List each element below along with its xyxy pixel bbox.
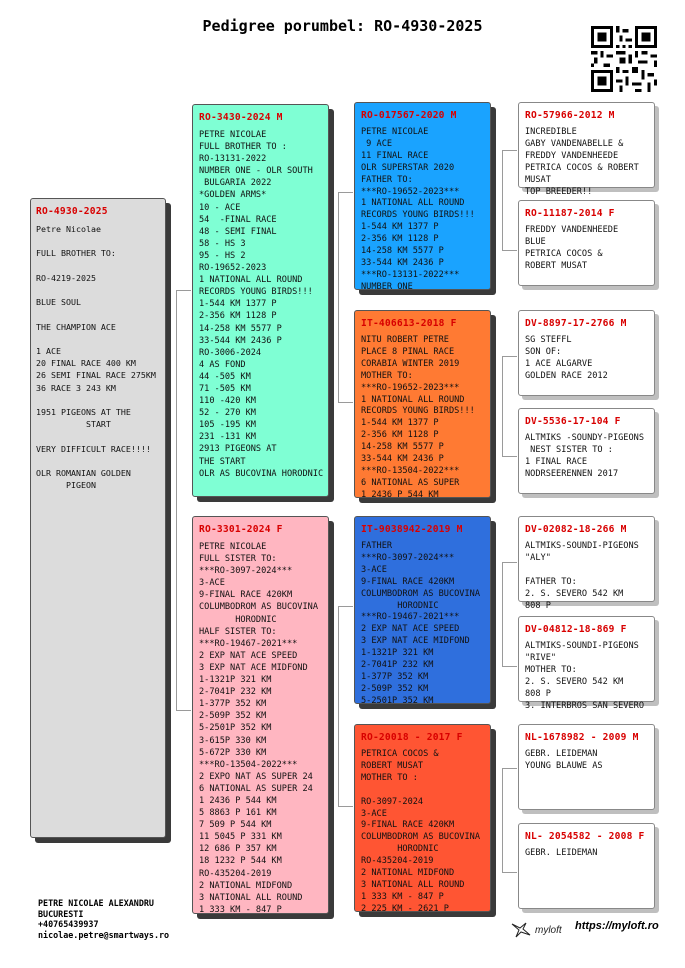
pigeon-info: ALTMIKS -SOUNDY-PIGEONS NEST SISTER TO : 1 FINAL RACE NODRSEERENNEN 2017: [525, 433, 644, 479]
ring-number: RO-017567-2020 M: [361, 110, 457, 121]
sire-card[interactable]: [192, 104, 329, 497]
website-link[interactable]: https://myloft.ro: [575, 920, 659, 932]
connector-line: [176, 290, 191, 291]
pigeon-info: PETRICA COCOS & ROBERT MUSAT MOTHER TO : RO-3097-2024 3-ACE 9-FINAL RACE 420KM COLUMBODROM AS BUCOVINA HORODNIC RO-435204-2019 2 NATIONAL MIDFOND 3 NATIONAL ALL ROUND 1 333 KM - 847 P 2 225 KM - 2621 P: [361, 749, 480, 914]
dam-sire-card[interactable]: [354, 516, 491, 704]
pigeon-info: ALTMIKS-SOUNDI-PIGEONS "RIVE" MOTHER TO: 2. S. SEVERO 542 KM 808 P 3. INTERBROS SAN SEVERO: [525, 641, 644, 711]
pigeon-info: FATHER ***RO-3097-2024*** 3-ACE 9-FINAL RACE 420KM COLUMBODROM AS BUCOVINA HORODNIC ***RO-19467-2021*** 2 EXP NAT ACE SPEED 3 EXP NAT ACE MIDFOND 1-1321P 321 KM 2-7041P 232 KM 1-377P 352 KM 2-509P 352 KM 5-2501P 352 KM: [361, 541, 480, 706]
ring-number: NL- 2054582 - 2008 F: [525, 831, 645, 842]
brand-name: myloft: [535, 924, 562, 936]
connector-line: [338, 402, 353, 403]
pigeon-info: NITU ROBERT PETRE PLACE 8 PINAL RACE CORABIA WINTER 2019 MOTHER TO: ***RO-19652-2023*** 1 NATIONAL ALL ROUND RECORDS YOUNG BIRDS!!! 1-544 KM 1377 P 2-356 KM 1128 P 14-258 KM 5577 P 33-544 KM 2436 P ***RO-13504-2022*** 6 NATIONAL AS SUPER 1 2436 P 544 KM: [361, 335, 475, 500]
great-grandparent-card[interactable]: [518, 823, 655, 909]
connector-line: [502, 150, 503, 250]
connector-line: [502, 150, 517, 151]
connector-line: [338, 606, 353, 607]
pigeon-info: SG STEFFL SON OF: 1 ACE ALGARVE GOLDEN RACE 2012: [525, 335, 608, 381]
ring-number: IT-406613-2018 F: [361, 318, 457, 329]
connector-line: [502, 666, 517, 667]
great-grandparent-card[interactable]: [518, 200, 655, 286]
connector-line: [502, 456, 517, 457]
qr-code-icon: [591, 26, 657, 92]
connector-line: [338, 192, 353, 193]
connector-line: [502, 562, 517, 563]
connector-line: [176, 290, 177, 710]
great-grandparent-card[interactable]: [518, 516, 655, 611]
connector-line: [502, 562, 503, 666]
great-grandparent-card[interactable]: [518, 616, 655, 711]
pigeon-info: GEBR. LEIDEMAN YOUNG BLAUWE AS: [525, 749, 603, 771]
ring-number: DV-04812-18-869 F: [525, 624, 627, 635]
ring-number: NL-1678982 - 2009 M: [525, 732, 639, 743]
connector-line: [502, 768, 517, 769]
connector-line: [338, 806, 353, 807]
ring-number: IT-9038942-2019 M: [361, 524, 463, 535]
pigeon-info: GEBR. LEIDEMAN: [525, 848, 598, 858]
pigeon-info: INCREDIBLE GABY VANDENABELLE & FREDDY VANDENHEEDE PETRICA COCOS & ROBERT MUSAT TOP BREEDER!!: [525, 127, 639, 197]
ring-number: RO-20018 - 2017 F: [361, 732, 463, 743]
ring-number: DV-02082-18-266 M: [525, 524, 627, 535]
connector-line: [502, 356, 517, 357]
ring-number: DV-8897-17-2766 M: [525, 318, 627, 329]
dam-dam-card[interactable]: [354, 724, 491, 912]
owner-contact: [38, 898, 169, 940]
sire-dam-card[interactable]: [354, 310, 491, 498]
pigeon-logo-icon: [510, 920, 532, 940]
pigeon-info: Petre Nicolae FULL BROTHER TO: RO-4219-2025 BLUE SOUL THE CHAMPION ACE 1 ACE 20 FINAL RACE 400 KM 26 SEMI FINAL RACE 275KM 36 RACE 3 243 KM 1951 PIGEONS AT THE START VERY DIFFICULT RACE!!!! OLR ROMANIAN GOLDEN PIGEON: [36, 224, 156, 491]
ring-number: RO-4930-2025: [36, 206, 108, 217]
owner-name: PETRE NICOLAE ALEXANDRU: [38, 898, 154, 908]
connector-line: [338, 606, 339, 806]
great-grandparent-card[interactable]: [518, 310, 655, 396]
brand-logo: [510, 920, 562, 940]
connector-line: [502, 250, 517, 251]
pigeon-info: PETRE NICOLAE 9 ACE 11 FINAL RACE OLR SUPERSTAR 2020 FATHER TO: ***RO-19652-2023*** 1 NATIONAL ALL ROUND RECORDS YOUNG BIRDS!!! 1-544 KM 1377 P 2-356 KM 1128 P 14-258 KM 5577 P 33-544 KM 2436 P ***RO-13131-2022*** NUMBER ONE: [361, 127, 475, 292]
connector-line: [502, 872, 517, 873]
pigeon-info: PETRE NICOLAE FULL SISTER TO: ***RO-3097-2024*** 3-ACE 9-FINAL RACE 420KM COLUMBODROM AS BUCOVINA HORODNIC HALF SISTER TO: ***RO-19467-2021*** 2 EXP NAT ACE SPEED 3 EXP NAT ACE MIDFOND 1-1321P 321 KM 2-7041P 232 KM 1-377P 352 KM 2-509P 352 KM 5-2501P 352 KM 3-615P 330 KM 5-672P 330 KM ***RO-13504-2022*** 2 EXPO NAT AS SUPER 24 6 NATIONAL AS SUPER 24 1 2436 P 544 KM 5 8863 P 161 KM 7 509 P 544 KM 11 5045 P 331 KM 12 686 P 357 KM 18 1232 P 544 KM RO-435204-2019 2 NATIONAL MIDFOND 3 NATIONAL ALL ROUND 1 333 KM - 847 P: [199, 542, 318, 915]
ring-number: RO-57966-2012 M: [525, 110, 615, 121]
connector-line: [502, 768, 503, 872]
ring-number: DV-5536-17-104 F: [525, 416, 621, 427]
page-title: Pedigree porumbel: RO-4930-2025: [202, 17, 483, 35]
great-grandparent-card[interactable]: [518, 408, 655, 494]
pigeon-info: PETRE NICOLAE FULL BROTHER TO : RO-13131-2022 NUMBER ONE - OLR SOUTH BULGARIA 2022 *GOLDEN ARMS* 10 - ACE 54 -FINAL RACE 48 - SEMI FINAL 58 - HS 3 95 - HS 2 RO-19652-2023 1 NATIONAL ALL ROUND RECORDS YOUNG BIRDS!!! 1-544 KM 1377 P 2-356 KM 1128 P 14-258 KM 5577 P 33-544 KM 2436 P RO-3006-2024 4 AS FOND 44 -505 KM 71 -505 KM 110 -420 KM 52 - 270 KM 105 -195 KM 231 -131 KM 2913 PIGEONS AT THE START OLR AS BUCOVINA HORODNIC: [199, 130, 324, 479]
pigeon-info: ALTMIKS-SOUNDI-PIGEONS "ALY" FATHER TO: 2. S. SEVERO 542 KM 808 P: [525, 541, 639, 611]
great-grandparent-card[interactable]: [518, 724, 655, 810]
owner-email[interactable]: nicolae.petre@smartways.ro: [38, 929, 170, 940]
connector-line: [338, 192, 339, 402]
great-grandparent-card[interactable]: [518, 102, 655, 197]
pigeon-info: FREDDY VANDENHEEDE BLUE PETRICA COCOS & ROBERT MUSAT: [525, 225, 619, 271]
subject-card[interactable]: [30, 198, 166, 838]
owner-phone[interactable]: +40765439937: [38, 919, 99, 929]
dam-card[interactable]: [192, 516, 329, 914]
connector-line: [176, 710, 191, 711]
connector-line: [502, 356, 503, 456]
sire-sire-card[interactable]: [354, 102, 491, 290]
ring-number: RO-3301-2024 F: [199, 524, 283, 535]
ring-number: RO-3430-2024 M: [199, 112, 283, 123]
ring-number: RO-11187-2014 F: [525, 208, 615, 219]
owner-city: BUCURESTI: [38, 908, 84, 919]
